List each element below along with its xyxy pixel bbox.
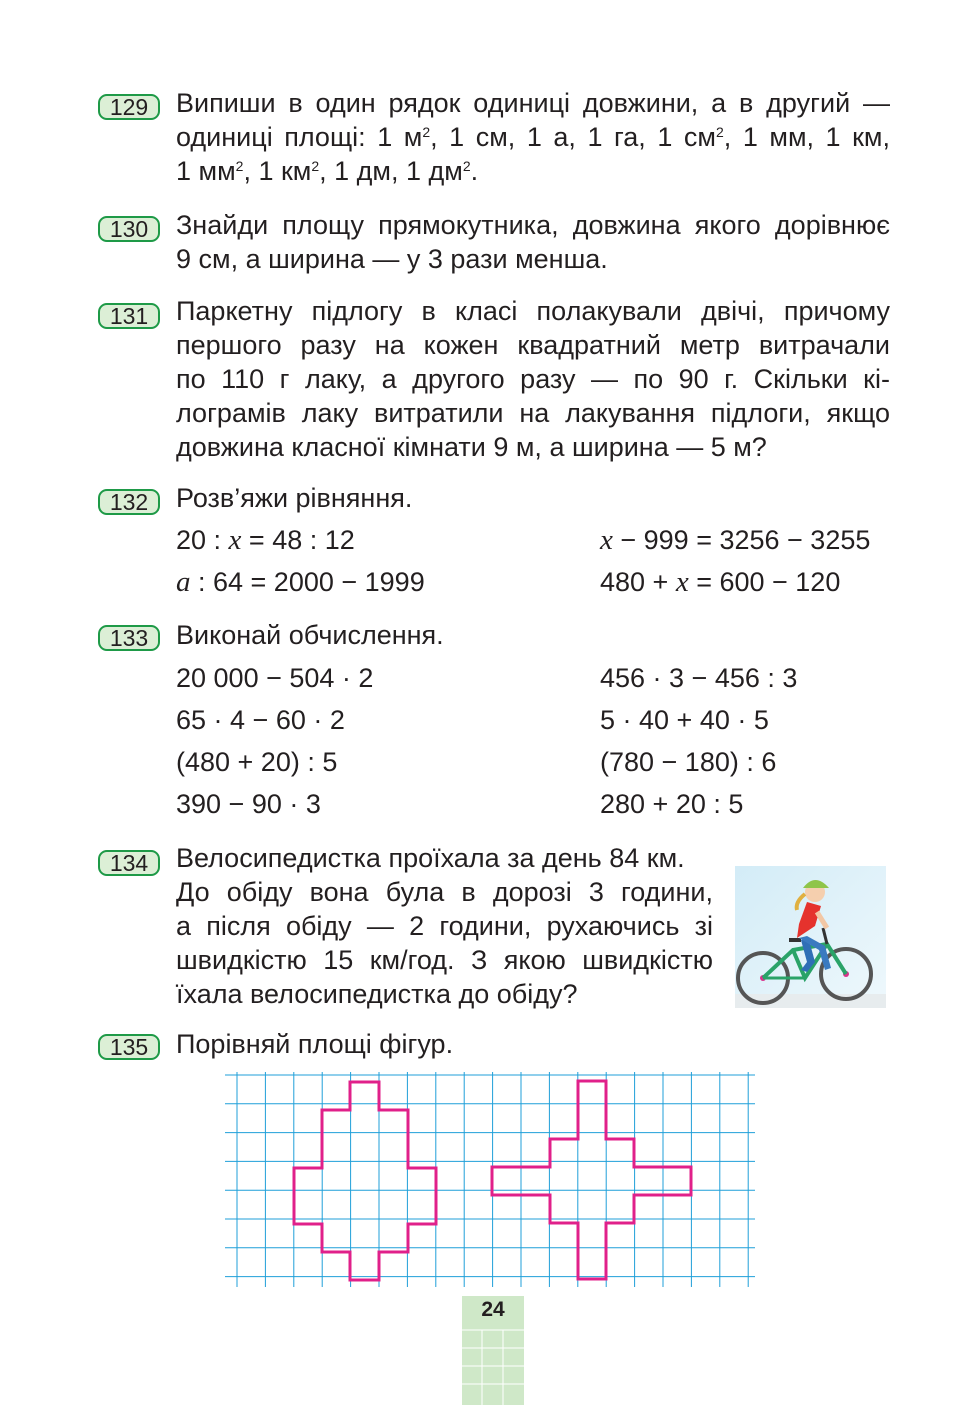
expression: 456 · 3 − 456 : 3	[600, 663, 798, 693]
problem-number-badge: 133	[98, 625, 160, 651]
expression: 5 · 40 + 40 · 5	[600, 705, 769, 735]
problem-134-line: а після обіду — 2 години, рухаючись зі	[176, 911, 713, 941]
problem-number-badge: 130	[98, 216, 160, 242]
problem-131-line: довжина класної кімнати 9 м, а ширина — 5 м?	[176, 432, 767, 462]
problem-131-text	[176, 294, 890, 464]
problem-number-badge: 129	[98, 94, 160, 120]
grid-figures	[225, 1072, 755, 1287]
grid-lines	[225, 1072, 755, 1287]
expression: 280 + 20 : 5	[600, 789, 744, 819]
expression: 20 000 − 504 · 2	[176, 663, 374, 693]
problem-129-line: одиниці площі: 1 $м^2$, 1 см, 1 а, 1 га, 1 $см^2$, 1 мм, 1 км,	[176, 122, 890, 152]
problem-133-title: Виконай обчислення.	[176, 620, 444, 650]
problem-135-title: Порівняй площі фігур.	[176, 1029, 454, 1059]
problem-131-line: першого разу на кожен квадратний метр витрачали	[176, 330, 890, 360]
problem-134-text	[176, 841, 713, 1011]
problem-134-line: До обіду вона була в дорозі 3 години,	[176, 877, 713, 907]
expression: 390 − 90 · 3	[176, 789, 321, 819]
page-number: 24	[481, 1298, 505, 1321]
problem-131-line: по 110 г лаку, а другого разу — по 90 г. Скільки кі-	[176, 364, 890, 394]
expression: 65 · 4 − 60 · 2	[176, 705, 345, 735]
problem-134-line: Велосипедистка проїхала за день 84 км.	[176, 843, 685, 873]
problem-130-text	[176, 208, 890, 276]
figure-left	[294, 1082, 436, 1280]
problem-134-line: їхала велосипедистка до обіду?	[176, 979, 578, 1009]
problem-number-badge: 132	[98, 489, 160, 515]
equation: x − 999 = 3256 − 3255	[600, 524, 871, 556]
figure-right	[492, 1081, 691, 1279]
problem-130-line: 9 см, а ширина — у 3 рази менша.	[176, 244, 608, 274]
page-number-box	[462, 1296, 524, 1405]
equation: 480 + x = 600 − 120	[600, 566, 841, 598]
expression: (780 − 180) : 6	[600, 747, 777, 777]
equation: a : 64 = 2000 − 1999	[176, 566, 425, 598]
problem-number-badge: 134	[98, 850, 160, 876]
problem-132-title: Розв’яжи рівняння.	[176, 483, 413, 513]
problem-number-badge: 131	[98, 303, 160, 329]
cyclist-illustration	[735, 866, 886, 1008]
problem-131-line: Паркетну підлогу в класі полакували двічі, причому	[176, 296, 890, 326]
problem-129-line: Випиши в один рядок одиниці довжини, а в другий —	[176, 88, 890, 118]
problem-129-line: 1 $мм^2$, 1 $км^2$, 1 дм, 1 $дм^2$.	[176, 156, 479, 186]
problem-130-line: Знайди площу прямокутника, довжина якого дорівнює	[176, 210, 890, 240]
expression: (480 + 20) : 5	[176, 747, 338, 777]
problem-129-text	[176, 86, 890, 188]
problem-number-badge: 135	[98, 1034, 160, 1060]
problem-134-line: швидкістю 15 км/год. З якою швидкістю	[176, 945, 713, 975]
equation: 20 : x = 48 : 12	[176, 524, 355, 556]
problem-131-line: лограмів лаку витратили на лакування підлоги, якщо	[176, 398, 890, 428]
